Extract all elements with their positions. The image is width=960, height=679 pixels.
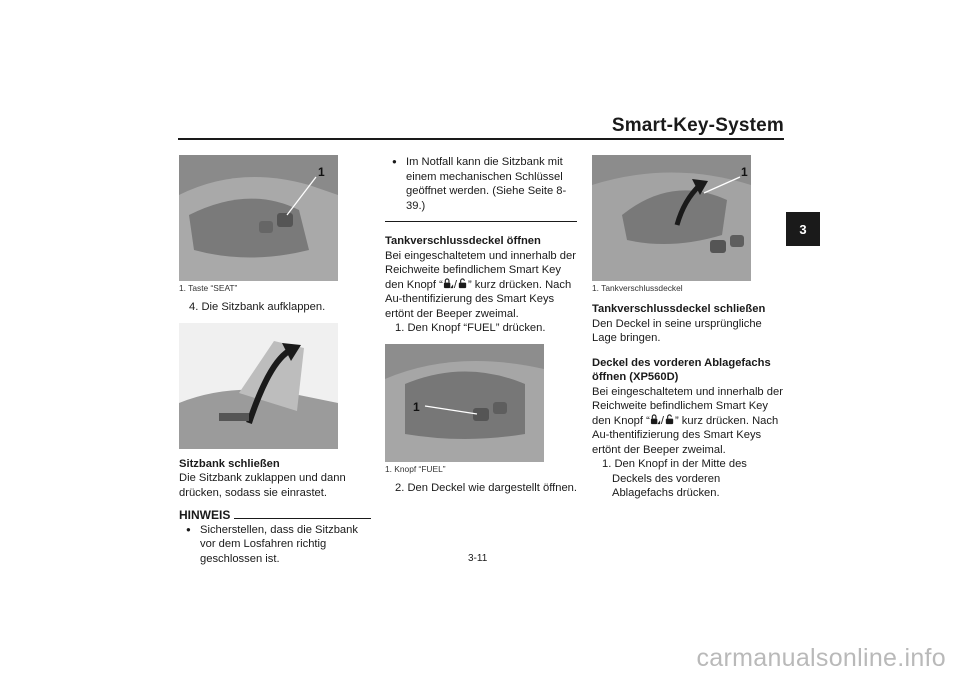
fuel-step-2: 2. Den Deckel wie dargestellt öffnen. — [395, 481, 578, 494]
glyph-separator: / — [660, 414, 664, 427]
hinweis-label: HINWEIS — [179, 508, 231, 522]
seat-open-photo — [179, 323, 338, 449]
seat-button-photo — [179, 155, 338, 281]
fuel-button-photo — [385, 344, 544, 462]
photo-caption: 1. Knopf “FUEL” — [385, 463, 446, 474]
para-front-box-a: Bei eingeschaltetem und innerhalb der Reichweite befindlichem Smart Key den Knopf “ — [592, 385, 783, 427]
photo-callout-1: 1 — [741, 165, 748, 179]
heading-front-box: Deckel des vorderen Ablagefachs öffnen (XP560D) — [592, 356, 771, 383]
emergency-bullet: ● Im Notfall kann die Sitzbank mit einem mechanischen Schlüssel geöffnet werden. (Siehe Seite 8-39.) — [385, 155, 577, 213]
photo-caption: 1. Tankverschlussdeckel — [592, 283, 683, 293]
heading-close-seat: Sitzbank schließen — [179, 457, 280, 470]
page-title: Smart-Key-System — [611, 115, 784, 136]
para-close-seat: Die Sitzbank zuklappen und dann drücken, sodass sie einrastet. — [179, 472, 346, 499]
chapter-tab: 3 — [786, 212, 820, 246]
column-2 — [385, 155, 577, 495]
para-close-fuel: Den Deckel in seine ursprüngliche Lage bringen. — [592, 317, 762, 344]
hinweis-rule — [234, 518, 371, 519]
page-number: 3-11 — [468, 553, 488, 564]
fuel-step-1: 1. Den Knopf “FUEL” drücken. — [395, 322, 546, 334]
heading-close-fuel: Tankverschlussdeckel schließen — [592, 303, 766, 315]
front-box-step-1: 1. Den Knopf in der Mitte des Deckels des vorderen Ablagefachs drücken. — [602, 458, 747, 499]
photo-caption: 1. Taste “SEAT” — [179, 283, 238, 293]
para-front-box — [592, 385, 784, 458]
hinweis-bullet: ● Sicherstellen, dass die Sitzbank vor dem Losfahren richtig geschlossen ist. — [179, 523, 371, 567]
photo-callout-1: 1 — [413, 399, 420, 414]
hinweis-heading — [179, 508, 371, 523]
column-3 — [592, 155, 784, 501]
heading-open-fuel: Tankverschlussdeckel öffnen — [385, 235, 541, 247]
header-rule — [178, 138, 784, 140]
watermark[interactable]: carmanualsonline.info — [696, 644, 946, 672]
fuel-lid-photo — [592, 155, 751, 281]
step-4: 4. Die Sitzbank aufklappen. — [189, 301, 326, 313]
para-open-fuel — [385, 249, 577, 322]
padlock-icon — [457, 278, 468, 289]
section-rule — [385, 221, 577, 222]
para-front-box-b: ” kurz drücken. Nach Au-thentifizierung des Smart Keys ertönt der Beeper zweimal. — [592, 414, 779, 456]
smart-key-lock-icon — [650, 414, 661, 425]
para-open-fuel-b: ” kurz drücken. Nach Au-thentifizierung des Smart Keys ertönt der Beeper zweimal. — [385, 278, 572, 320]
glyph-separator: / — [453, 278, 457, 291]
smart-key-lock-icon — [443, 278, 454, 289]
photo-callout-1: 1 — [318, 165, 325, 179]
para-open-fuel-a: Bei eingeschaltetem und innerhalb der Reichweite befindlichem Smart Key den Knopf “ — [385, 249, 576, 291]
padlock-icon — [664, 414, 675, 425]
column-1 — [179, 155, 371, 566]
